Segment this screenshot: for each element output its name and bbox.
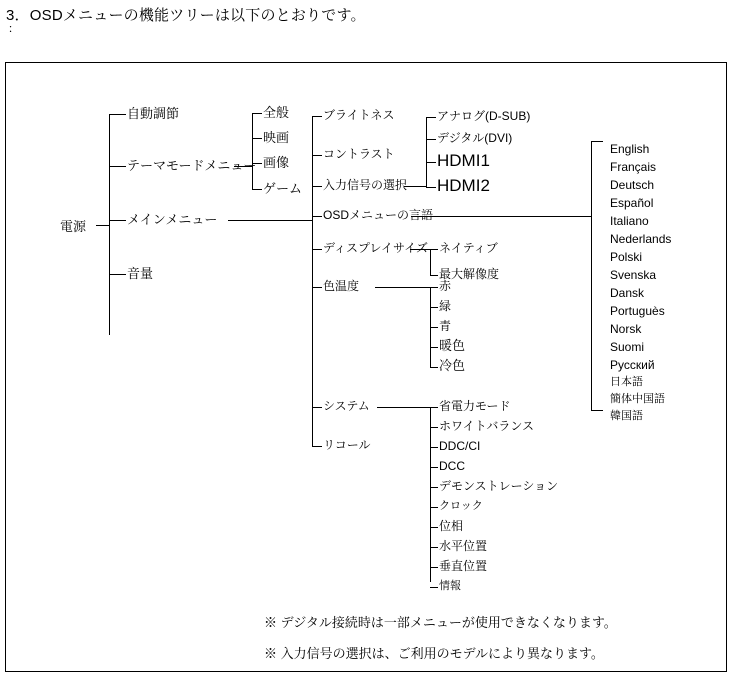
tree-node-power: 電源 bbox=[60, 219, 87, 234]
theme-item-line-1 bbox=[252, 138, 262, 139]
tree-node-theme-movie: 映画 bbox=[263, 130, 290, 145]
color-temp-item-line-0 bbox=[430, 287, 438, 288]
branch-line-volume bbox=[109, 274, 126, 275]
main-item-line-brightness bbox=[312, 116, 322, 117]
color-temp-item-line-2 bbox=[430, 327, 438, 328]
tree-node-osd-language: OSDメニューの言語 bbox=[323, 208, 434, 222]
input-signal-connector-line bbox=[404, 186, 426, 187]
tree-node-contrast: コントラスト bbox=[323, 147, 395, 161]
branch-line-main-menu bbox=[109, 220, 126, 221]
color-temp-item-line-1 bbox=[430, 307, 438, 308]
main-item-line-display-size bbox=[312, 249, 322, 250]
display-size-connector-line bbox=[410, 249, 430, 250]
root-connector-line bbox=[96, 225, 110, 226]
tree-node-h-position: 水平位置 bbox=[439, 539, 488, 553]
main-item-line-recall bbox=[312, 446, 322, 447]
system-children-vertical-line bbox=[430, 407, 431, 582]
display-size-item-line-0 bbox=[430, 249, 438, 250]
input-item-line-3 bbox=[426, 187, 436, 188]
tree-node-power-save: 省電力モード bbox=[439, 399, 511, 413]
tree-node-max-resolution: 最大解像度 bbox=[439, 267, 500, 281]
tree-node-main-menu: メインメニュー bbox=[127, 212, 218, 227]
tree-node-theme-mode-menu: テーマモードメニュー bbox=[127, 158, 257, 173]
tree-node-input-dsub: アナログ(D-SUB) bbox=[437, 109, 531, 123]
tree-node-ddcci: DDC/CI bbox=[439, 439, 481, 453]
language-item-10: Norsk bbox=[610, 322, 642, 336]
main-menu-children-vertical-line bbox=[312, 116, 313, 446]
language-bracket-top bbox=[591, 141, 603, 142]
system-item-line-3 bbox=[430, 467, 438, 468]
tree-node-theme-game: ゲーム bbox=[263, 181, 303, 196]
tree-node-volume: 音量 bbox=[127, 266, 154, 281]
page-title-colon: ： bbox=[8, 23, 19, 35]
tree-node-auto-adjust: 自動調節 bbox=[127, 106, 180, 121]
tree-node-v-position: 垂直位置 bbox=[439, 559, 488, 573]
tree-node-color-temp: 色温度 bbox=[323, 279, 360, 293]
tree-node-input-dvi: デジタル(DVI) bbox=[437, 131, 513, 145]
theme-children-vertical-line bbox=[252, 113, 253, 189]
main-item-line-osd-language bbox=[312, 216, 322, 217]
theme-item-line-3 bbox=[252, 189, 262, 190]
input-item-line-2 bbox=[426, 162, 436, 163]
language-item-1: Français bbox=[610, 160, 657, 174]
color-temp-item-line-3 bbox=[430, 347, 438, 348]
system-connector-line bbox=[377, 407, 430, 408]
system-item-line-2 bbox=[430, 447, 438, 448]
page-title: 3．OSDメニューの機能ツリーは以下のとおりです。 bbox=[6, 7, 366, 24]
language-item-9: Portuguès bbox=[610, 304, 665, 318]
language-item-15: 韓国語 bbox=[610, 410, 643, 422]
language-item-7: Svenska bbox=[610, 268, 657, 282]
language-item-8: Dansk bbox=[610, 286, 645, 300]
tree-node-system: システム bbox=[323, 399, 370, 413]
main-item-line-input-select bbox=[312, 186, 322, 187]
theme-item-line-0 bbox=[252, 113, 262, 114]
system-item-line-8 bbox=[430, 567, 438, 568]
system-item-line-5 bbox=[430, 507, 438, 508]
display-size-children-vertical-line bbox=[430, 249, 431, 275]
language-bracket-bottom bbox=[591, 410, 603, 411]
tree-node-theme-image: 画像 bbox=[263, 155, 290, 170]
theme-item-line-2 bbox=[252, 163, 262, 164]
main-item-line-color-temp bbox=[312, 287, 322, 288]
input-item-line-1 bbox=[426, 139, 436, 140]
tree-node-cool: 冷色 bbox=[439, 358, 466, 373]
tree-node-input-hdmi1: HDMI1 bbox=[437, 151, 490, 170]
osd-language-long-line bbox=[411, 216, 591, 217]
tree-node-phase: 位相 bbox=[439, 519, 464, 533]
language-item-5: Nederlands bbox=[610, 232, 672, 246]
tree-node-white-balance: ホワイトバランス bbox=[439, 419, 535, 433]
tree-node-information: 情報 bbox=[439, 580, 461, 592]
language-list-vertical-line bbox=[591, 141, 592, 410]
language-item-3: Español bbox=[610, 196, 654, 210]
note-line-1: ※ デジタル接続時は一部メニューが使用できなくなります。 bbox=[264, 615, 617, 630]
main-item-line-contrast bbox=[312, 155, 322, 156]
branch-line-theme-mode bbox=[109, 166, 126, 167]
tree-node-brightness: ブライトネス bbox=[323, 108, 395, 122]
system-item-line-6 bbox=[430, 527, 438, 528]
language-item-13: 日本語 bbox=[610, 376, 643, 388]
language-item-4: Italiano bbox=[610, 214, 649, 228]
tree-node-display-size: ディスプレイサイズ bbox=[323, 241, 429, 255]
tree-node-input-hdmi2: HDMI2 bbox=[437, 176, 490, 195]
tree-node-native: ネイティブ bbox=[439, 241, 498, 255]
note-line-2: ※ 入力信号の選択は、ご利用のモデルにより異なります。 bbox=[264, 646, 604, 661]
system-item-line-7 bbox=[430, 547, 438, 548]
tree-node-clock: クロック bbox=[439, 500, 483, 512]
tree-node-green: 緑 bbox=[439, 299, 452, 313]
color-temp-item-line-4 bbox=[430, 367, 438, 368]
tree-node-blue: 青 bbox=[439, 319, 452, 333]
tree-node-theme-general: 全般 bbox=[263, 105, 290, 120]
system-item-line-0 bbox=[430, 407, 438, 408]
system-item-line-4 bbox=[430, 487, 438, 488]
input-signal-children-vertical-line bbox=[426, 117, 427, 187]
tree-node-input-select: 入力信号の選択 bbox=[323, 178, 408, 192]
tree-node-warm: 暖色 bbox=[439, 338, 466, 353]
input-item-line-0 bbox=[426, 117, 436, 118]
main-item-line-system bbox=[312, 407, 322, 408]
function-tree-diagram bbox=[5, 62, 727, 672]
tree-node-demonstration: デモンストレーション bbox=[439, 479, 559, 493]
language-item-11: Suomi bbox=[610, 340, 645, 354]
theme-connector-line bbox=[234, 166, 252, 167]
system-item-line-9 bbox=[430, 587, 438, 588]
branch-line-auto-adjust bbox=[109, 114, 126, 115]
tree-node-recall: リコール bbox=[323, 438, 371, 452]
tree-node-dcc: DCC bbox=[439, 459, 465, 473]
display-size-item-line-1 bbox=[430, 275, 438, 276]
language-item-6: Polski bbox=[610, 250, 643, 264]
language-item-0: English bbox=[610, 142, 650, 156]
tree-node-red: 赤 bbox=[439, 279, 452, 293]
language-item-12: Русский bbox=[610, 358, 655, 372]
color-temp-connector-line bbox=[375, 287, 430, 288]
language-item-14: 簡体中国語 bbox=[610, 393, 665, 405]
language-item-2: Deutsch bbox=[610, 178, 655, 192]
system-item-line-1 bbox=[430, 427, 438, 428]
main-menu-connector-line bbox=[228, 220, 312, 221]
